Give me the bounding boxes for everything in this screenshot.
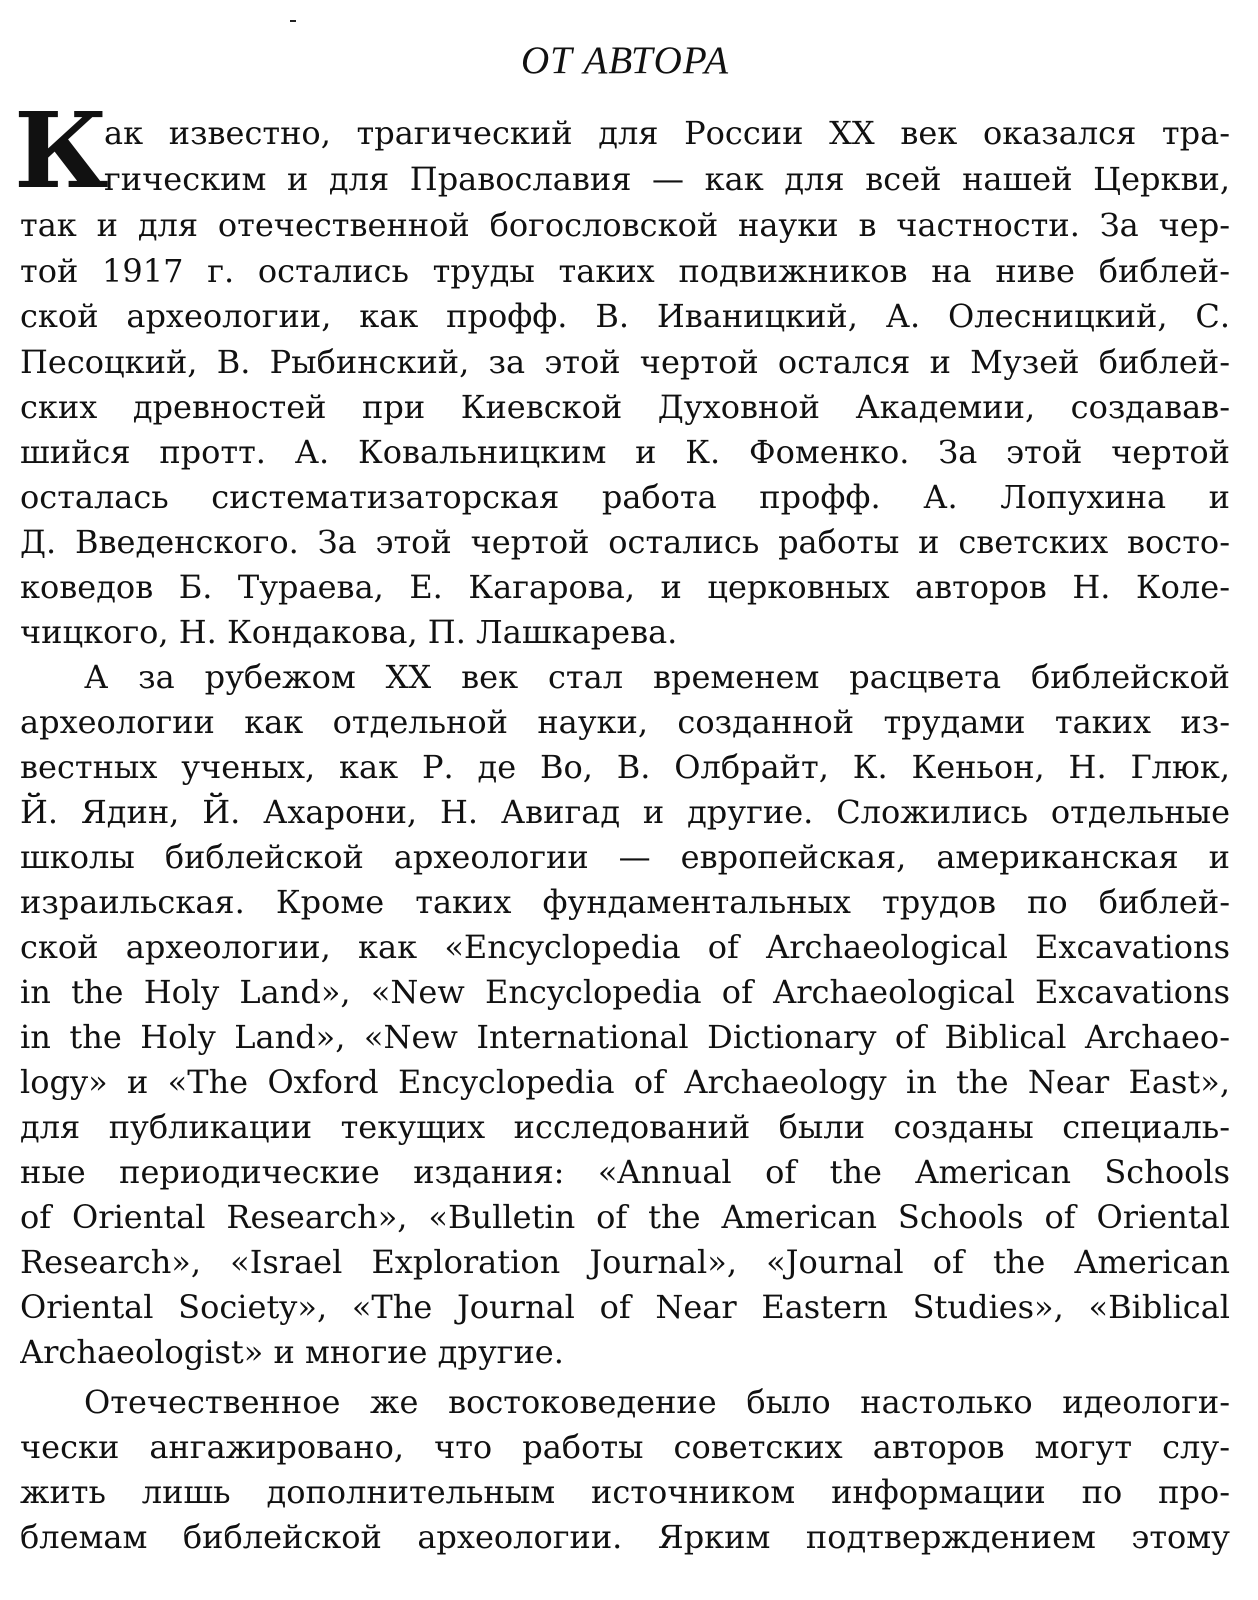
section-heading: ОТ АВТОРА — [520, 39, 730, 82]
text-line: ской археологии, как профф. В. Иваницкий, А. Олесницкий, С. — [20, 297, 1230, 335]
text-line: in the Holy Land», «New International Dictionary of Biblical Archaeo- — [20, 1018, 1230, 1056]
text-line: вестных ученых, как Р. де Во, В. Олбрайт, К. Кеньон, Н. Глюк, — [20, 748, 1230, 786]
page — [14, 0, 1230, 1600]
text-line: Д. Введенского. За этой чертой остались работы и светских восто- — [20, 523, 1230, 561]
text-line: А за рубежом XX век стал временем расцвета библейской — [84, 658, 1230, 696]
text-line: ак известно, трагический для России XX век оказался тра- — [104, 114, 1230, 152]
text-line: чески ангажировано, что работы советских авторов могут слу- — [20, 1428, 1230, 1466]
text-line: шийся протт. А. Ковальницким и К. Фоменко. За этой чертой — [20, 433, 1230, 471]
text-line: ные периодические издания: «Annual of the American Schools — [20, 1153, 1230, 1191]
drop-cap: К — [14, 89, 109, 212]
text-line: так и для отечественной богословской науки в частности. За чер- — [20, 206, 1230, 244]
text-line: коведов Б. Тураева, Е. Кагарова, и церковных авторов Н. Коле- — [20, 568, 1230, 606]
text-line: жить лишь дополнительным источником информации по про- — [20, 1473, 1230, 1511]
text-line: осталась систематизаторская работа профф. А. Лопухина и — [20, 478, 1230, 516]
text-line: Research», «Israel Exploration Journal», «Journal of the American — [20, 1243, 1230, 1281]
text-line: для публикации текущих исследований были созданы специаль- — [20, 1108, 1230, 1146]
text-line: археологии как отдельной науки, созданной трудами таких из- — [20, 703, 1230, 741]
text-line: Archaeologist» и многие другие. — [20, 1333, 564, 1371]
text-line: израильская. Кроме таких фундаментальных трудов по библей- — [20, 883, 1230, 921]
text-line: блемам библейской археологии. Ярким подтверждением этому — [20, 1518, 1230, 1556]
text-line: чицкого, Н. Кондакова, П. Лашкарева. — [20, 613, 678, 651]
ink-speck — [290, 20, 296, 22]
text-line: ской археологии, как «Encyclopedia of Archaeological Excavations — [20, 928, 1230, 966]
text-line: гическим и для Православия — как для всей нашей Церкви, — [104, 160, 1230, 198]
text-line: of Oriental Research», «Bulletin of the American Schools of Oriental — [20, 1198, 1230, 1236]
text-line: logy» и «The Oxford Encyclopedia of Archaeology in the Near East», — [20, 1063, 1230, 1101]
text-line: Й. Ядин, Й. Ахарони, Н. Авигад и другие. Сложились отдельные — [20, 793, 1230, 831]
text-line: ских древностей при Киевской Духовной Академии, создавав- — [20, 388, 1230, 426]
text-line: in the Holy Land», «New Encyclopedia of Archaeological Excavations — [20, 973, 1230, 1011]
text-line: Oriental Society», «The Journal of Near Eastern Studies», «Biblical — [20, 1288, 1230, 1326]
text-line: Песоцкий, В. Рыбинский, за этой чертой остался и Музей библей- — [20, 343, 1230, 381]
text-line: Отечественное же востоковедение было настолько идеологи- — [84, 1383, 1230, 1421]
text-line: школы библейской археологии — европейская, американская и — [20, 838, 1230, 876]
text-line: той 1917 г. остались труды таких подвижников на ниве библей- — [20, 252, 1230, 290]
